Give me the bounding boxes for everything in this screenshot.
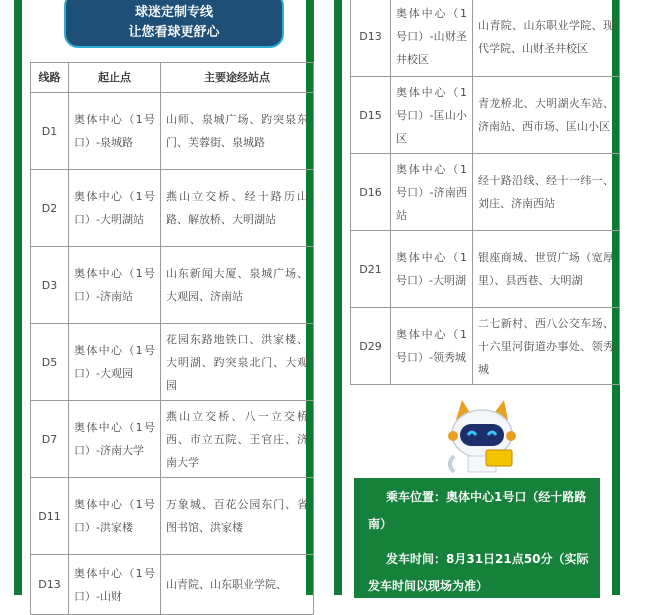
route-code: D2	[31, 170, 69, 247]
table-row	[31, 478, 314, 555]
route-stops: 山师、泉城广场、趵突泉东门、芙蓉街、泉城路	[161, 93, 314, 170]
boarding-location: 乘车位置：奥体中心1号口（经十路路南）	[368, 490, 587, 531]
table-row	[31, 324, 314, 401]
route-stops: 万象城、百花公园东门、省图书馆、洪家楼	[161, 478, 314, 555]
route-code: D3	[31, 247, 69, 324]
route-endpoints: 奥体中心（1号口）-大明湖	[391, 231, 473, 308]
route-endpoints: 奥体中心（1号口）-济南站	[69, 247, 161, 324]
route-code: D16	[351, 154, 391, 231]
table-row	[31, 247, 314, 324]
route-stops: 青龙桥北、大明湖火车站、济南站、西市场、匡山小区	[473, 77, 620, 154]
route-endpoints: 奥体中心（1号口）-大明湖站	[69, 170, 161, 247]
route-endpoints: 奥体中心（1号口）-济南西站	[391, 154, 473, 231]
route-stops: 花园东路地铁口、洪家楼、大明湖、趵突泉北门、大观园	[161, 324, 314, 401]
robot-mascot-icon	[442, 398, 522, 476]
route-stops: 燕山立交桥、经十路历山路、解放桥、大明湖站	[161, 170, 314, 247]
route-table-left	[30, 62, 314, 615]
route-code: D13	[351, 0, 391, 77]
route-code: D21	[351, 231, 391, 308]
table-row	[351, 154, 620, 231]
route-code: D29	[351, 308, 391, 385]
table-row	[351, 77, 620, 154]
route-code: D11	[31, 478, 69, 555]
route-code: D7	[31, 401, 69, 478]
route-code: D13	[31, 555, 69, 615]
table-row	[31, 401, 314, 478]
route-stops: 银座商城、世贸广场（宽厚里）、县西巷、大明湖	[473, 231, 620, 308]
route-table-right	[350, 0, 620, 385]
header-subtitle: 让您看球更舒心	[128, 25, 220, 40]
route-stops: 山青院、山东职业学院、	[161, 555, 314, 615]
table-row	[31, 93, 314, 170]
col-header-route: 线路	[31, 63, 69, 93]
route-code: D5	[31, 324, 69, 401]
table-row	[351, 231, 620, 308]
route-endpoints: 奥体中心（1号口）-山财	[69, 555, 161, 615]
route-stops: 山东新闻大厦、泉城广场、大观园、济南站	[161, 247, 314, 324]
col-header-stops: 主要途经站点	[161, 63, 314, 93]
table-row	[31, 555, 314, 615]
departure-time: 发车时间：8月31日21点50分（实际发车时间以现场为准）	[368, 552, 589, 593]
col-header-endpoints: 起止点	[69, 63, 161, 93]
right-content	[342, 0, 612, 595]
table-row	[351, 308, 620, 385]
route-stops: 山青院、山东职业学院、现代学院、山财圣井校区	[473, 0, 620, 77]
left-panel	[14, 0, 314, 603]
route-endpoints: 奥体中心（1号口）-济南大学	[69, 401, 161, 478]
route-endpoints: 奥体中心（1号口）-泉城路	[69, 93, 161, 170]
info-box	[354, 478, 600, 598]
route-endpoints: 奥体中心（1号口）-匡山小区	[391, 77, 473, 154]
route-endpoints: 奥体中心（1号口）-山财圣井校区	[391, 0, 473, 77]
route-stops: 经十路沿线、经十一纬一、刘庄、济南西站	[473, 154, 620, 231]
header-banner	[64, 0, 284, 48]
table-header-row	[31, 63, 314, 93]
route-endpoints: 奥体中心（1号口）-领秀城	[391, 308, 473, 385]
route-code: D15	[351, 77, 391, 154]
route-stops: 二七新村、西八公交车场、十六里河街道办事处、领秀城	[473, 308, 620, 385]
left-content	[22, 0, 308, 603]
header-title: 球迷定制专线	[134, 5, 213, 20]
table-row	[351, 0, 620, 77]
route-endpoints: 奥体中心（1号口）-洪家楼	[69, 478, 161, 555]
right-panel	[334, 0, 620, 595]
route-stops: 燕山立交桥、八一立交桥西、市立五院、王官庄、济南大学	[161, 401, 314, 478]
table-row	[31, 170, 314, 247]
route-endpoints: 奥体中心（1号口）-大观园	[69, 324, 161, 401]
route-code: D1	[31, 93, 69, 170]
